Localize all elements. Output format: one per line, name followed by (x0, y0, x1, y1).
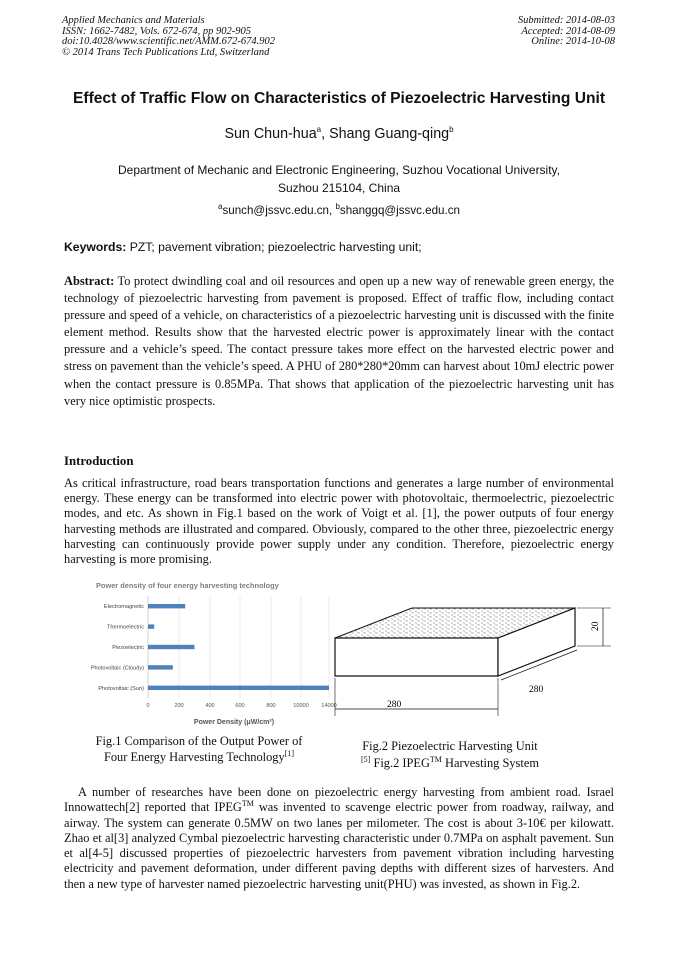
dim-width-label: 280 (387, 700, 402, 710)
para2-tm: TM (241, 799, 254, 809)
submitted-date: Submitted: 2014-08-03 (517, 15, 615, 26)
chart-x-tick-label: 800 (266, 703, 276, 709)
fig2-ref: [5] (361, 754, 371, 764)
section-heading-introduction: Introduction (64, 454, 134, 468)
chart-x-tick-label: 200 (174, 703, 184, 709)
fig2-caption (330, 738, 570, 772)
dim-depth-label: 280 (529, 685, 544, 695)
accepted-date: Accepted: 2014-08-09 (521, 25, 615, 37)
chart-category-label: Photovoltaic (Cloudy) (90, 665, 144, 672)
chart-bar (148, 665, 173, 669)
chart-x-tick-label: 0 (146, 703, 150, 709)
affiliation (0, 161, 678, 197)
author-emails (0, 204, 678, 217)
issn-line: ISSN: 1662-7482, Vols. 672-674, pp 902-905 (62, 25, 251, 37)
email-a-sup: a (218, 202, 223, 212)
para2-text-1: A number of researches have been done on piezoelectric energy harvesting from ambient road. Israel Innowattech[2] reported that IPEG (64, 785, 614, 815)
chart-x-tick-label: 400 (205, 703, 215, 709)
fig2-caption-line-2 (330, 755, 570, 772)
affiliation-line-2: Suzhou 215104, China (277, 181, 401, 195)
doi-line: doi:10.4028/www.scientific.net/AMM.672-674.902 (62, 36, 275, 48)
journal-info (62, 16, 275, 58)
chart-x-tick-label: 600 (235, 703, 245, 709)
abstract-label: Abstract: (64, 274, 115, 288)
fig1-caption-line-1: Fig.1 Comparison of the Output Power of (95, 734, 303, 748)
dim-height-label: 20 (591, 621, 601, 631)
email-a[interactable]: sunch@jssvc.edu.cn (222, 204, 329, 217)
chart-category-label: Photovoltaic (Sun) (98, 685, 144, 692)
author-2: Shang Guang-qing (329, 126, 450, 142)
para2-text-2: was invented to scavenge electric power from roadway, railway, and airway. The system can generate 0.5MW on two lanes per milometer. The cost is about 3-10€ per kilowatt. Zhao et al[3] analyzed Cymbal piezoelectric harvesting characteristic under 0.7MPa on asphalt pavement. Sun et al[4-5] discussed properties of piezoelectric harvesters from pavement vibration including harvesting electricity and pavement deformation, under different paving depths with different sizes of harvesters. And then a new type of harvester named piezoelectric harvesting unit(PHU) was invested, as shown in Fig.2. (64, 800, 615, 891)
fig2-caption-line-1: Fig.2 Piezoelectric Harvesting Unit (362, 739, 538, 753)
chart-bar (148, 604, 185, 608)
fig1-caption-line-2 (74, 749, 324, 765)
fig1-bar-chart (74, 578, 337, 728)
chart-x-label: Power Density (μW/cm²) (193, 719, 275, 726)
chart-category-label: Piezoelectric (112, 645, 144, 651)
email-b[interactable]: shanggq@jssvc.edu.cn (339, 204, 460, 217)
author-1-sup: a (316, 125, 322, 135)
online-date: Online: 2014-10-08 (531, 36, 615, 48)
email-b-sup: b (335, 202, 340, 212)
fig1-caption (74, 733, 324, 765)
chart-category-label: Electromagnetic (103, 604, 144, 611)
submission-dates (518, 16, 615, 48)
affiliation-line-1: Department of Mechanic and Electronic Engineering, Suzhou Vocational University, (117, 163, 561, 177)
abstract (64, 273, 614, 410)
email-separator: , (329, 204, 336, 217)
chart-bar (148, 686, 329, 690)
author-2-sup: b (449, 125, 454, 135)
chart-x-tick-label: 10000 (293, 703, 309, 709)
fig2-tm: TM (429, 754, 442, 764)
keywords (64, 240, 422, 254)
fig2-caption-text-b: Harvesting System (441, 756, 539, 770)
unit-front-face (335, 638, 498, 676)
keywords-label: Keywords: (64, 240, 127, 254)
copyright-line: © 2014 Trans Tech Publications Ltd, Switzerland (62, 46, 270, 58)
fig1-ref: [1] (284, 748, 295, 758)
author-list (0, 126, 678, 142)
body-paragraph-2 (64, 785, 614, 892)
fig2-caption-text-a: Fig.2 IPEG (370, 756, 430, 770)
fig2-harvesting-unit-diagram (325, 598, 615, 720)
fig1-caption-text: Four Energy Harvesting Technology (103, 750, 285, 764)
chart-category-label: Thermoelectric (107, 624, 144, 631)
paper-title: Effect of Traffic Flow on Characteristics of Piezoelectric Harvesting Unit (72, 90, 606, 107)
chart-bar (148, 645, 195, 649)
author-1: Sun Chun-hua (224, 126, 317, 142)
chart-x-tick-label: 14000 (321, 703, 337, 709)
journal-name: Applied Mechanics and Materials (62, 15, 205, 26)
abstract-text: To protect dwindling coal and oil resources and open up a new way of renewable green energy, the technology of piezoelectric harvesting from pavement is proposed. Effect of traffic flow, including contact pressure and speed of a vehicle, on characteristics of a piezoelectric harvesting unit is discussed with the finite element method. Results show that the harvested electric power is approximately linear with the contact pressure and a vehicle’s speed. The contact pressure takes more effect on the harvested electric power and stress on pavement than the vehicle’s speed. A PHU of 280*280*20mm can harvest about 10mJ electric power when the contact pressure is 0.85MPa. That shows that application of the piezoelectric harvesting unit has very nice optimistic prospects. (64, 274, 614, 408)
keywords-text: PZT; pavement vibration; piezoelectric harvesting unit; (126, 240, 422, 254)
chart-title: Power density of four energy harvesting technology (96, 581, 279, 590)
author-separator: , (321, 126, 330, 142)
intro-paragraph: As critical infrastructure, road bears transportation functions and generates a large number of environmental energy. These energy can be transformed into electric power with photovoltaic, thermoelectric, piezoelectric modes, and etc. As shown in Fig.1 based on the work of Voigt et al. [1], the power outputs of four energy harvesting methods are illustrated and compared. Obviously, compared to the other three, piezoelectric energy harvesting can continuously provide power supply under any condition. Therefore, piezoelectric energy harvesting is more promising. (64, 476, 614, 567)
chart-bar (148, 624, 154, 628)
